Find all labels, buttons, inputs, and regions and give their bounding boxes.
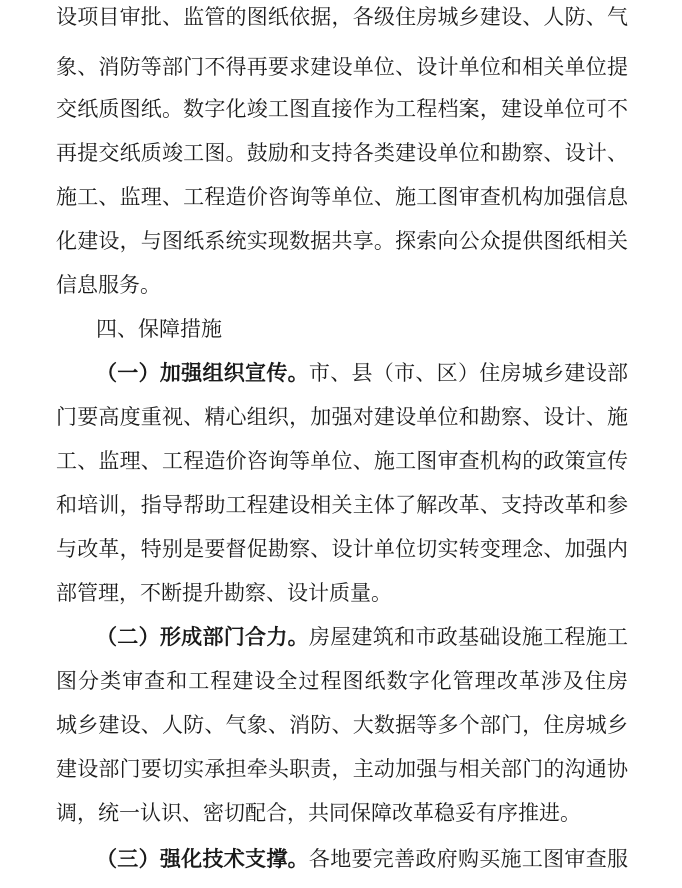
paragraph-line: 工、监理、工程造价咨询等单位、施工图审查机构的政策宣传 — [56, 449, 628, 473]
paragraph-line: 调，统一认识、密切配合，共同保障改革稳妥有序推进。 — [56, 801, 581, 825]
item-first-line — [96, 358, 628, 388]
item-text: 市、县（市、区）住房城乡建设部 — [308, 361, 629, 385]
paragraph-line: 城乡建设、人防、气象、消防、大数据等多个部门，住房城乡 — [56, 713, 628, 737]
item-text: 各地要完善政府购买施工图审查服 — [308, 847, 629, 871]
paragraph-line: 部管理，不断提升勘察、设计质量。 — [56, 581, 392, 605]
item-first-line — [96, 844, 628, 874]
paragraph-line: 设项目审批、监管的图纸依据，各级住房城乡建设、人防、气 — [56, 5, 628, 29]
item-first-line — [96, 622, 628, 652]
section-heading: 四、保障措施 — [96, 317, 222, 341]
paragraph-line: 信息服务。 — [56, 273, 161, 297]
paragraph-line: 和培训，指导帮助工程建设相关主体了解改革、支持改革和参 — [56, 493, 628, 517]
paragraph-line: 交纸质图纸。数字化竣工图直接作为工程档案，建设单位可不 — [56, 97, 628, 121]
paragraph-line: 门要高度重视、精心组织，加强对建设单位和勘察、设计、施 — [56, 405, 628, 429]
item-text: 房屋建筑和市政基础设施工程施工 — [308, 625, 629, 649]
item-title: （三）强化技术支撑。 — [96, 847, 309, 871]
paragraph-line: 化建设，与图纸系统实现数据共享。探索向公众提供图纸相关 — [56, 229, 628, 253]
item-title: （二）形成部门合力。 — [96, 625, 309, 649]
paragraph-line: 再提交纸质竣工图。鼓励和支持各类建设单位和勘察、设计、 — [56, 141, 628, 165]
paragraph-line: 与改革，特别是要督促勘察、设计单位切实转变理念、加强内 — [56, 537, 628, 561]
item-title: （一）加强组织宣传。 — [96, 361, 309, 385]
paragraph-line: 图分类审查和工程建设全过程图纸数字化管理改革涉及住房 — [56, 669, 628, 693]
paragraph-line: 建设部门要切实承担牵头职责，主动加强与相关部门的沟通协 — [56, 757, 628, 781]
paragraph-line: 象、消防等部门不得再要求建设单位、设计单位和相关单位提 — [56, 55, 628, 79]
paragraph-line: 施工、监理、工程造价咨询等单位、施工图审查机构加强信息 — [56, 185, 628, 209]
